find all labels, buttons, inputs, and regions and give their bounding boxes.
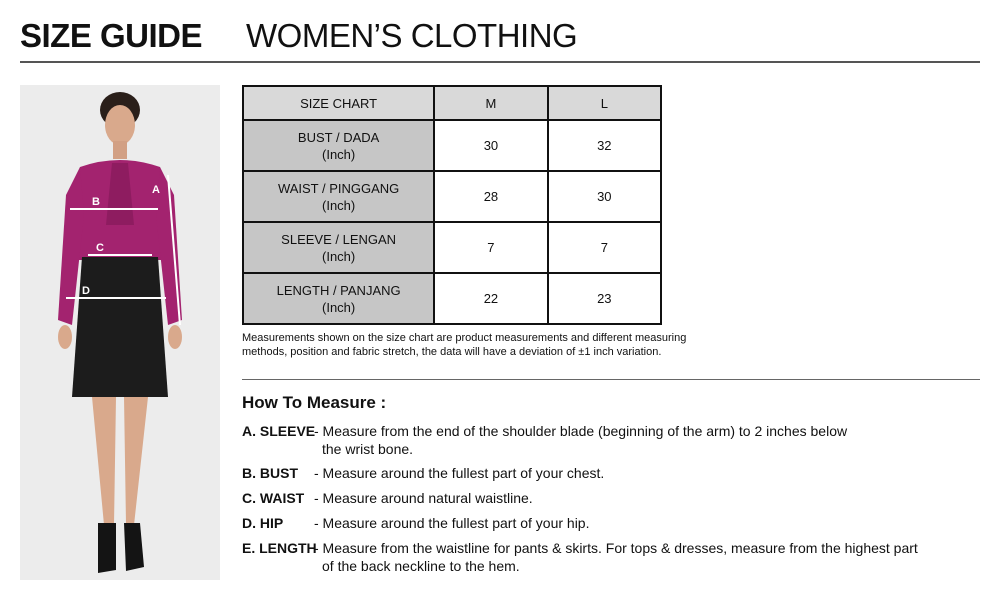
- size-chart-header: SIZE CHART: [243, 86, 434, 120]
- measure-key: C. WAIST: [242, 490, 305, 506]
- page-subtitle: WOMEN’S CLOTHING: [246, 17, 578, 54]
- marker-c: C: [96, 242, 104, 254]
- measure-text-cont: of the back neckline to the hem.: [322, 558, 520, 574]
- measure-key: E. LENGTH: [242, 540, 317, 556]
- measure-text: - Measure around the fullest part of your hip.: [314, 515, 590, 531]
- table-header-row: [243, 86, 661, 120]
- row-label-sleeve: SLEEVE / LENGAN (Inch): [243, 222, 434, 273]
- measure-text: - Measure around natural waistline.: [314, 490, 533, 506]
- size-l-header: L: [548, 86, 661, 120]
- row-label-waist: WAIST / PINGGANG (Inch): [243, 171, 434, 222]
- bust-m-value: 30: [434, 120, 547, 171]
- marker-d: D: [82, 285, 90, 297]
- marker-b: B: [92, 196, 100, 208]
- measure-text: - Measure from the waistline for pants & skirts. For tops & dresses, measure from the highest part: [314, 540, 918, 556]
- measurement-note: Measurements shown on the size chart are product measurements and different measuring methods, position and fabric stretch, the data will have a deviation of ±1 inch variation.: [242, 332, 687, 358]
- length-m-value: 22: [434, 273, 547, 324]
- table-row: [243, 273, 661, 324]
- table-row: [243, 120, 661, 171]
- length-l-value: 23: [548, 273, 661, 324]
- size-chart-table: [242, 85, 662, 325]
- section-divider: [242, 379, 980, 380]
- row-label-bust: BUST / DADA (Inch): [243, 120, 434, 171]
- measure-item-length: [242, 539, 980, 575]
- table-row: [243, 222, 661, 273]
- measure-text: - Measure around the fullest part of your chest.: [314, 465, 605, 481]
- measure-text: - Measure from the end of the shoulder blade (beginning of the arm) to 2 inches below: [314, 423, 848, 439]
- waist-m-value: 28: [434, 171, 547, 222]
- measure-key: A. SLEEVE: [242, 423, 316, 439]
- page-header: [20, 14, 577, 58]
- measure-item-hip: [242, 514, 980, 532]
- measure-item-waist: [242, 489, 980, 507]
- size-m-header: M: [434, 86, 547, 120]
- page-title: SIZE GUIDE: [20, 17, 203, 54]
- waist-l-value: 30: [548, 171, 661, 222]
- model-illustration: [20, 85, 220, 580]
- measure-item-sleeve: [242, 422, 980, 458]
- sleeve-l-value: 7: [548, 222, 661, 273]
- measure-key: B. BUST: [242, 465, 298, 481]
- header-divider: [20, 61, 980, 63]
- measure-key: D. HIP: [242, 515, 284, 531]
- sleeve-m-value: 7: [434, 222, 547, 273]
- row-label-length: LENGTH / PANJANG (Inch): [243, 273, 434, 324]
- bust-l-value: 32: [548, 120, 661, 171]
- marker-a: A: [152, 184, 160, 196]
- model-photo: [20, 85, 220, 580]
- how-to-measure-title: How To Measure :: [242, 393, 387, 412]
- measure-item-bust: [242, 464, 980, 482]
- measure-text-cont: the wrist bone.: [322, 441, 414, 457]
- table-row: [243, 171, 661, 222]
